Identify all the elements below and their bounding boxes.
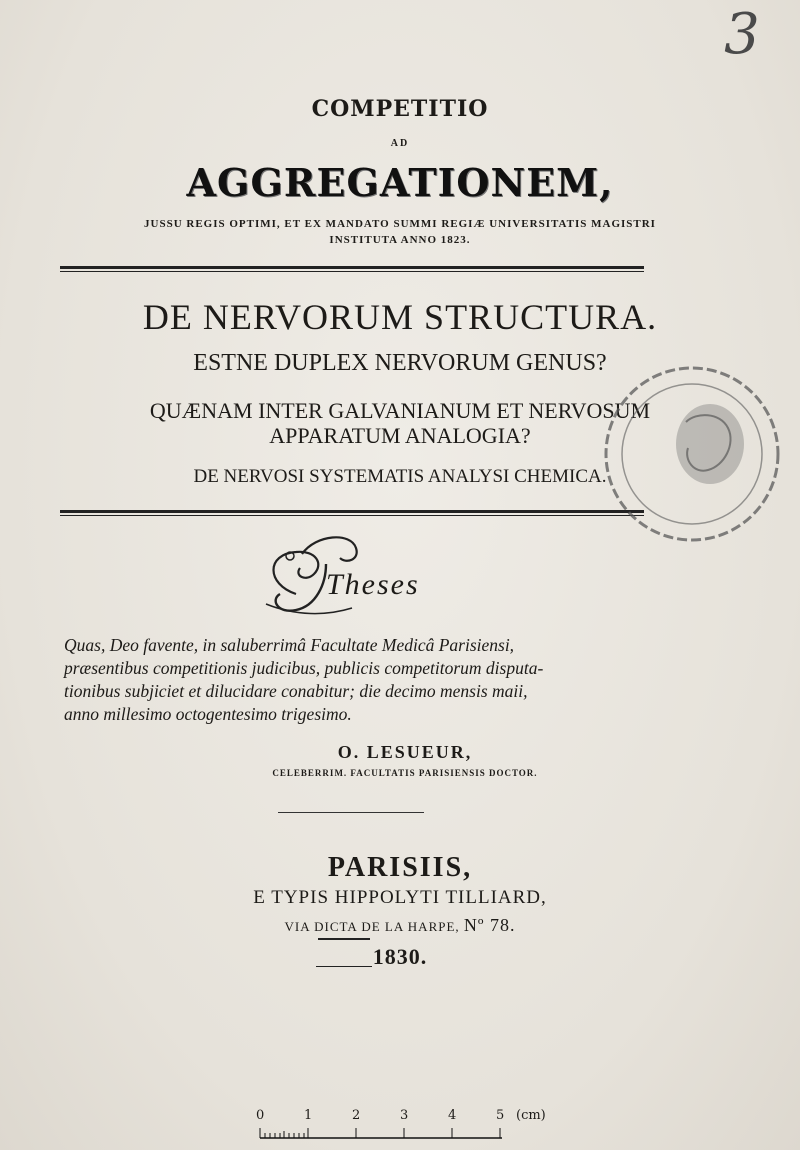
- scale-label: 0: [256, 1108, 265, 1123]
- year-rule-top: [318, 938, 370, 940]
- year-rule-bottom: [316, 966, 372, 967]
- stamp-seal-icon: [600, 362, 784, 546]
- header-instituta-line: INSTITUTA ANNO 1823.: [329, 234, 471, 246]
- double-rule-top: [60, 266, 644, 272]
- scale-label: 3: [400, 1108, 409, 1123]
- question-three: DE NERVOSI SYSTEMATIS ANALYSI CHEMICA.: [193, 466, 607, 487]
- body-paragraph: [64, 634, 654, 726]
- question-two-line-one: QUÆNAM INTER GALVANIANUM ET NERVOSUM: [149, 398, 651, 423]
- scale-label: 1: [304, 1108, 313, 1123]
- header-jussu-line: JUSSU REGIS OPTIMI, ET EX MANDATO SUMMI REGIÆ UNIVERSITATIS MAGISTRI: [144, 218, 656, 230]
- header-ad: AD: [390, 138, 410, 149]
- main-title: DE NERVORUM STRUCTURA.: [142, 297, 658, 337]
- scale-label: 4: [448, 1108, 457, 1123]
- imprint-year: 1830.: [372, 944, 428, 969]
- library-stamp: [600, 362, 784, 546]
- question-one: ESTNE DUPLEX NERVORUM GENUS?: [193, 350, 607, 376]
- theses-ornament: [256, 524, 476, 624]
- imprint-number: Nº 78.: [463, 915, 516, 935]
- handwritten-page-mark: 3: [724, 2, 760, 67]
- body-line: tionibus subjiciet et dilucidare conabitur; die decimo mensis maii,: [64, 681, 528, 701]
- question-two-line-two: APPARATUM ANALOGIA?: [269, 423, 531, 448]
- imprint-address: VIA DICTA DE LA HARPE,: [284, 919, 460, 934]
- imprint-city: PARISIIS,: [327, 852, 473, 883]
- author-name: O. LESUEUR,: [337, 742, 473, 762]
- body-line: anno millesimo octogentesimo trigesimo.: [64, 704, 352, 724]
- short-rule: [278, 812, 424, 813]
- header-competitio: COMPETITIO: [311, 96, 489, 122]
- measurement-scale: [250, 1106, 560, 1146]
- scale-unit: (cm): [516, 1108, 546, 1123]
- imprint-printer: E TYPIS HIPPOLYTI TILLIARD,: [253, 887, 547, 908]
- header-aggregationem: AGGREGATIONEM,: [186, 160, 614, 205]
- imprint-address-line: [0, 915, 800, 936]
- scale-label: 2: [352, 1108, 361, 1123]
- scale-label: 5: [496, 1108, 505, 1123]
- body-line: præsentibus competitionis judicibus, publicis competitorum disputa-: [64, 658, 544, 678]
- double-rule-bottom: [60, 510, 644, 516]
- theses-title: Theses: [326, 568, 420, 601]
- body-line: Quas, Deo favente, in saluberrimâ Facultate Medicâ Parisiensi,: [64, 635, 515, 655]
- author-title: CELEBERRIM. FACULTATIS PARISIENSIS DOCTOR.: [272, 768, 538, 778]
